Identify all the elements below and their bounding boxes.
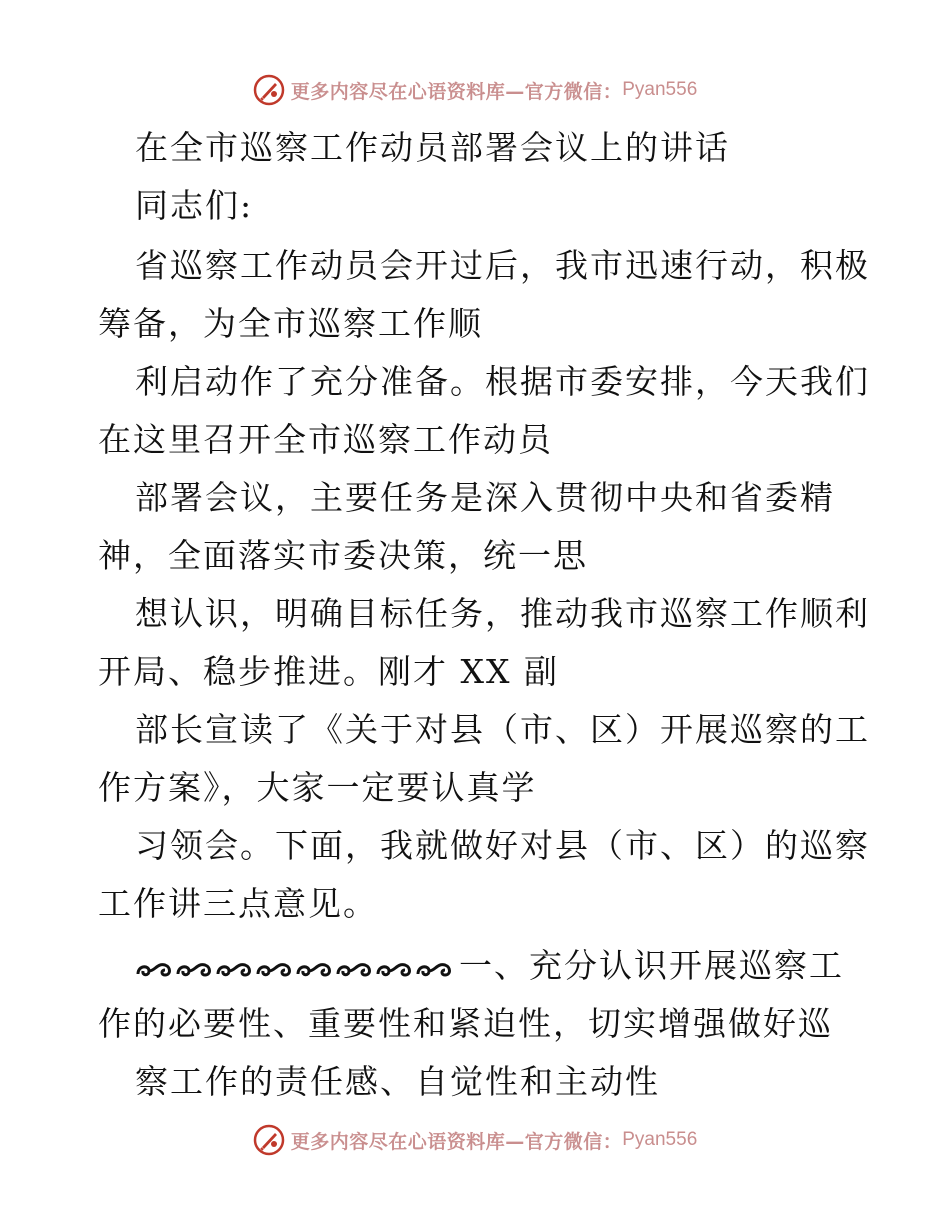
paragraph-line: 工作讲三点意见。 <box>98 884 378 923</box>
paragraph-line: 想认识，明确目标任务，推动我市巡察工作顺利 <box>135 594 870 633</box>
paragraph-line: 部署会议，主要任务是深入贯彻中央和省委精 <box>135 478 835 517</box>
scroll-flourish-icon <box>175 959 215 981</box>
ornament-row <box>135 942 455 994</box>
section-heading-line: 作的必要性、重要性和紧迫性，切实增强做好巡 <box>98 1004 833 1043</box>
paragraph-line: 作方案》，大家一定要认真学 <box>98 768 537 807</box>
header-banner <box>0 70 950 110</box>
scroll-flourish-icon <box>375 959 415 981</box>
paragraph-line: 筹备，为全市巡察工作顺 <box>98 304 483 343</box>
scroll-flourish-icon <box>295 959 335 981</box>
paragraph-line: 部长宣读了《关于对县（市、区）开展巡察的工 <box>135 710 870 749</box>
banner-text: 更多内容尽在心语资料库—官方微信： <box>290 1130 623 1153</box>
footer-banner <box>0 1120 950 1160</box>
scroll-flourish-icon <box>215 959 255 981</box>
section-heading-text: 一、充分认识开展巡察工 <box>459 946 844 985</box>
paragraph-line: 神，全面落实市委决策，统一思 <box>98 536 588 575</box>
banner-text: 更多内容尽在心语资料库—官方微信： <box>290 80 623 103</box>
paragraph-line: 在这里召开全市巡察工作动员 <box>98 420 553 459</box>
banner-contact: Pyan556 <box>622 79 698 100</box>
document-title: 在全市巡察工作动员部署会议上的讲话 <box>135 128 730 167</box>
paragraph-line: 省巡察工作动员会开过后，我市迅速行动，积极 <box>135 246 870 285</box>
paragraph-line: 利启动作了充分准备。根据市委安排，今天我们 <box>135 362 870 401</box>
banner-contact: Pyan556 <box>622 1129 698 1150</box>
quill-pen-seal-icon <box>253 1124 285 1156</box>
paragraph-line: 习领会。下面，我就做好对县（市、区）的巡察 <box>135 826 870 865</box>
section-heading <box>135 940 844 992</box>
scroll-flourish-icon <box>415 959 455 981</box>
scroll-flourish-icon <box>135 959 175 981</box>
paragraph-line: 开局、稳步推进。刚才 XX 副 <box>98 652 559 691</box>
section-heading-line: 察工作的责任感、自觉性和主动性 <box>135 1062 660 1101</box>
quill-pen-seal-icon <box>253 74 285 106</box>
scroll-flourish-icon <box>255 959 295 981</box>
salutation: 同志们: <box>135 186 254 225</box>
scroll-flourish-icon <box>335 959 375 981</box>
